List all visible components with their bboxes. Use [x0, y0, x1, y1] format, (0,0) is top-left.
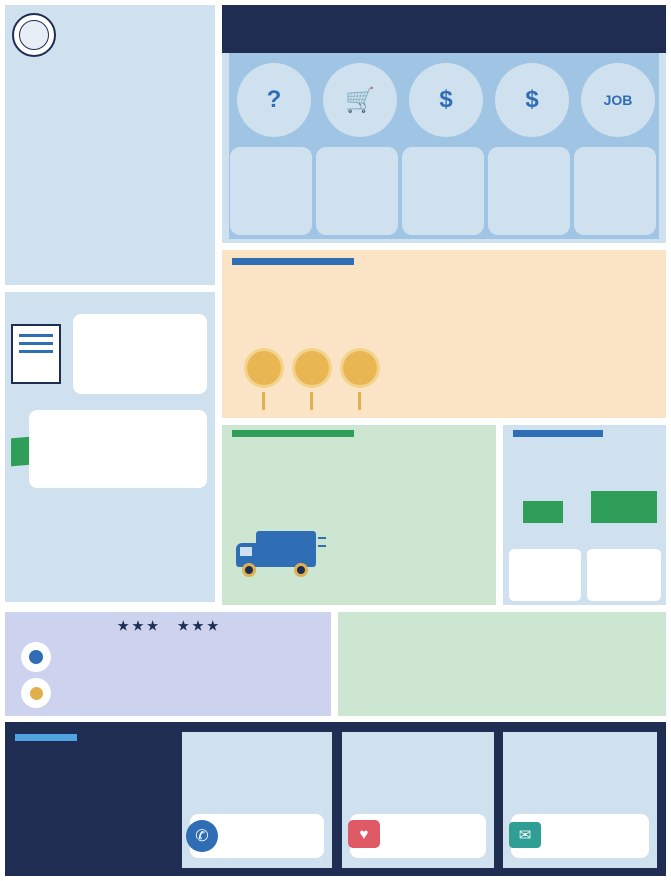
social-heart-icon: ♥: [348, 820, 380, 848]
shopping-cart-icon: [323, 63, 397, 137]
small-money-icon: [523, 501, 563, 523]
delivery-truck-icon: [236, 531, 326, 589]
ftc-2023-card: [587, 549, 661, 601]
star-icon: ★ ★ ★: [177, 619, 219, 633]
prize-icon: [409, 63, 483, 137]
report-icon: [11, 324, 61, 384]
money-plant-icon: [495, 63, 569, 137]
imposter-icon: [237, 63, 311, 137]
military-title-row: [5, 618, 331, 633]
prize-icon-glyph: $: [439, 86, 453, 113]
ftc-imposters-panel: [503, 425, 666, 605]
shopping-cart-icon-glyph: 🛒: [345, 86, 375, 114]
social-card: [342, 732, 494, 868]
contact-accent-bar: [15, 734, 77, 741]
star-icon: ★ ★ ★: [117, 619, 159, 633]
investment-accent-bar: [232, 258, 354, 265]
investment-panel: [222, 250, 666, 418]
email-card: [503, 732, 657, 868]
top-fraud-card-4: [488, 147, 570, 235]
job-board-icon: [581, 63, 655, 137]
ftc-seal-icon: [12, 13, 56, 57]
top-fraud-card-5: [574, 147, 656, 235]
military-panel: [5, 612, 331, 716]
investment-small-icon: [21, 678, 51, 708]
payments-panel: [338, 612, 666, 716]
coins-illustration: [244, 348, 394, 412]
coin-icon: [340, 348, 380, 388]
ftc-2019-card: [509, 549, 581, 601]
reports-card: [73, 314, 207, 394]
ftc-accent-bar: [513, 430, 603, 437]
business-accent-bar: [232, 430, 354, 437]
top-frauds-panel: [222, 5, 666, 243]
coin-icon: [244, 348, 284, 388]
imposter-small-icon: [21, 642, 51, 672]
top-frauds-header: [222, 5, 666, 53]
totals-panel: [5, 292, 215, 602]
top-fraud-card-2: [316, 147, 398, 235]
coin-icon: [292, 348, 332, 388]
header-panel: [5, 5, 215, 285]
phone-card: [182, 732, 332, 868]
business-panel: [222, 425, 496, 605]
top-fraud-card-1: [230, 147, 312, 235]
lost-card: [29, 410, 207, 488]
top-fraud-card-3: [402, 147, 484, 235]
money-plant-icon-glyph: $: [525, 86, 539, 113]
contact-panel: [5, 722, 666, 876]
phone-icon: ✆: [186, 820, 218, 852]
imposter-icon-glyph: ?: [266, 86, 282, 113]
job-board-icon-glyph: JOB: [603, 92, 633, 108]
large-money-icon: [591, 491, 657, 523]
email-envelope-icon: ✉: [509, 822, 541, 848]
